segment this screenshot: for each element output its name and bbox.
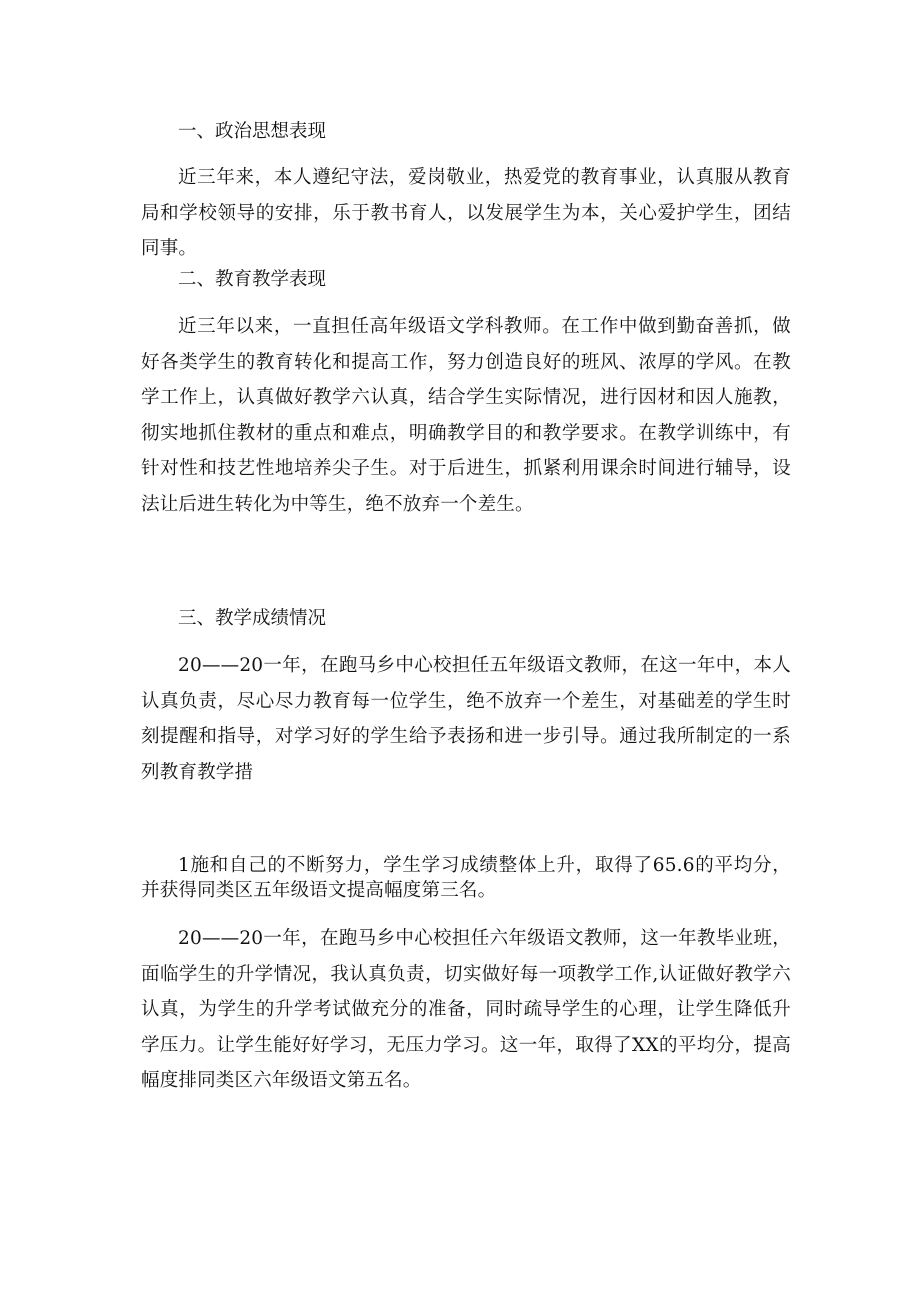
section-heading-teaching: 二、教育教学表现: [178, 269, 327, 290]
paragraph-teaching: 近三年以来，一直担任高年级语文学科教师。在工作中做到勤奋善抓，做好各类学生的教育转化和提高工作，努力创造良好的班风、浓厚的学风。在教学工作上，认真做好教学六认真，结合学生实际情况，进行因材和因人施教，彻实地抓住教材的重点和难点，明确教学目的和教学要求。在教学训练中，有针对性和技艺性地培养尖子生。对于后进生，抓紧利用课余时间进行辅导，设法让后进生转化为中等生，绝不放弃一个差生。: [141, 316, 791, 515]
paragraph-results-grade6: 20——20一年，在跑马乡中心校担任六年级语文教师，这一年教毕业班，面临学生的升学情况，我认真负责，切实做好每一项教学工作,认证做好教学六认真，为学生的升学考试做充分的准备，同时疏导学生的心理，让学生降低升学压力。让学生能好好学习，无压力学习。这一年，取得了XX的平均分，提高幅度排同类区六年级语文第五名。: [141, 928, 791, 1091]
paragraph-political: 近三年来，本人遵纪守法，爱岗敬业，热爱党的教育事业，认真服从教育局和学校领导的安排，乐于教书育人，以发展学生为本，关心爱护学生，团结同事。: [141, 167, 791, 259]
section-heading-results: 三、教学成绩情况: [178, 608, 327, 629]
section-heading-political: 一、政治思想表现: [178, 121, 327, 142]
paragraph-results-grade5: 20——20一年，在跑马乡中心校担任五年级语文教师，在这一年中，本人认真负责，尽心尽力教育每一位学生，绝不放弃一个差生，对基础差的学生时刻提醒和指导，对学习好的学生给予表扬和进一步引导。通过我所制定的一系列教育教学措: [141, 655, 791, 783]
paragraph-results-grade5-continued: 1施和自己的不断努力，学生学习成绩整体上升，取得了65.6的平均分，并获得同类区五年级语文提高幅度第三名。: [141, 855, 791, 901]
